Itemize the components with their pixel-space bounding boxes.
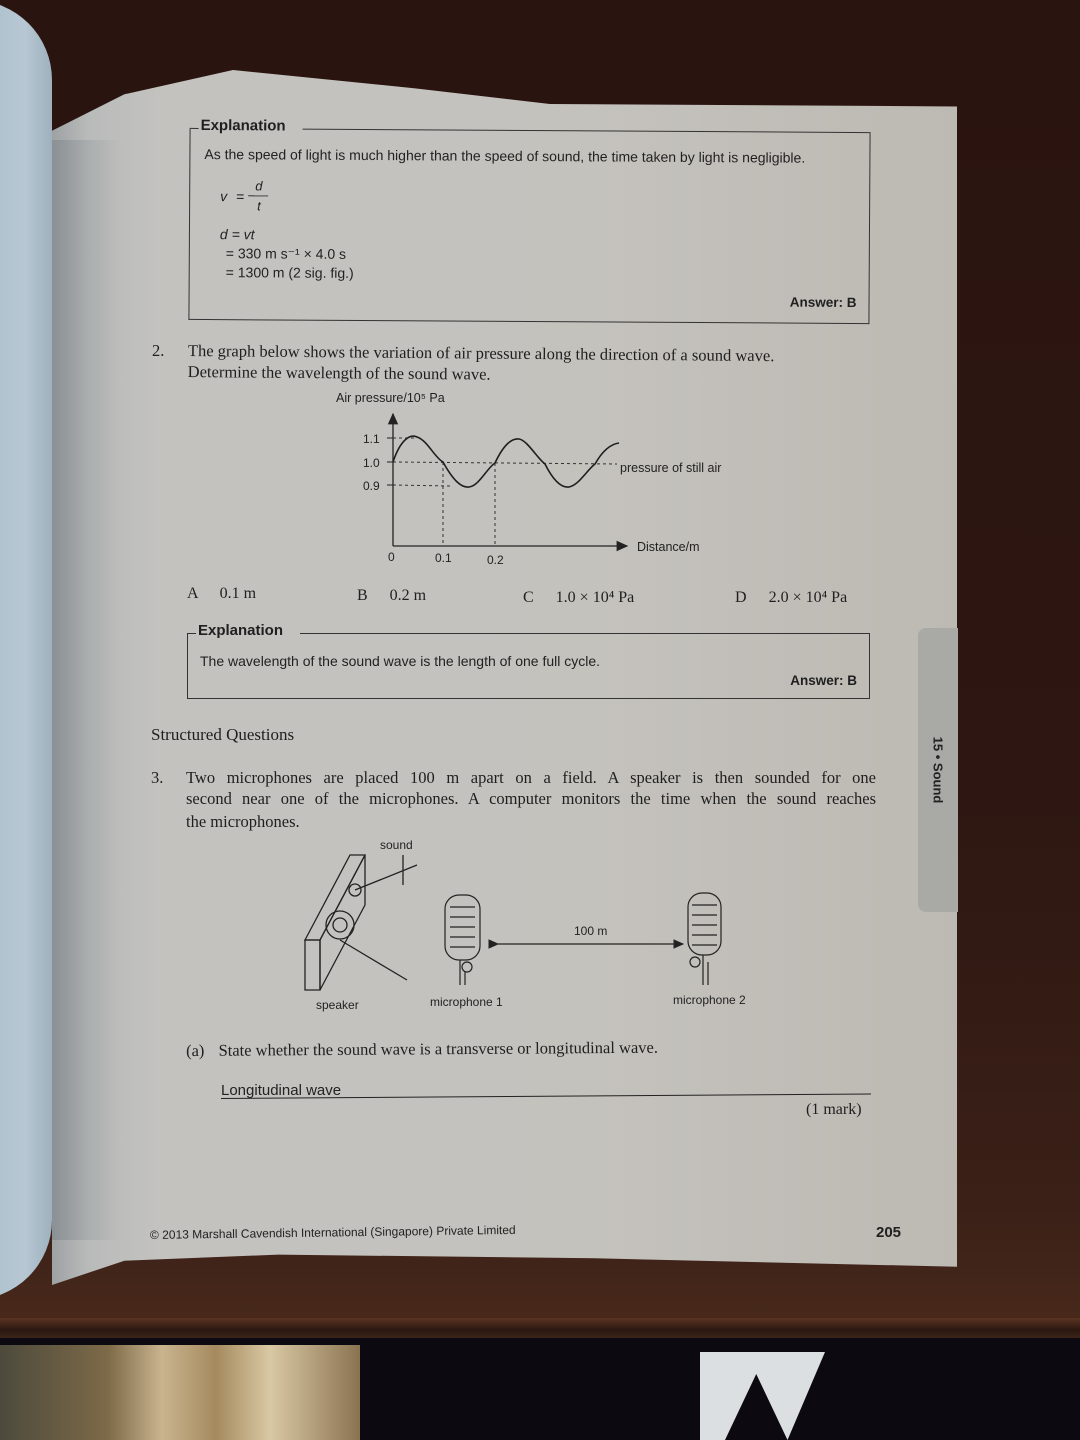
explanation-title: Explanation (198, 622, 284, 639)
sound-label: sound (380, 838, 413, 852)
question-text-line-2: second near one of the microphones. A computer monitors the time when the sound reaches (186, 789, 876, 808)
microphone-1-icon (445, 895, 480, 985)
explanation-box-1 (188, 116, 870, 324)
option-letter: C (523, 589, 534, 606)
option-c (523, 589, 634, 607)
formula-denominator: t (257, 198, 261, 214)
question-text-line-1: The graph below shows the variation of air pressure along the direction of a sound wave. (187, 340, 775, 366)
y-tick-1-1: 1.1 (363, 432, 380, 446)
option-a (187, 585, 256, 603)
copyright-footer: © 2013 Marshall Cavendish International (Singapore) Private Limited (149, 1222, 516, 1242)
option-letter: A (187, 585, 198, 602)
formula-numerator: d (255, 178, 263, 194)
formula-line-2: = 330 m s⁻¹ × 4.0 s (225, 245, 347, 262)
question-text (188, 340, 775, 387)
distance-label: 100 m (574, 924, 608, 938)
x-tick-0-2: 0.2 (487, 553, 504, 567)
option-letter: B (357, 587, 368, 604)
option-letter: D (735, 589, 747, 606)
question-text-line-2: Determine the wavelength of the sound wave. (187, 361, 491, 384)
speaker-icon (305, 855, 417, 990)
formula-v: v (220, 188, 228, 205)
sound-wave-curve (393, 436, 619, 487)
microphone-2-label: microphone 2 (673, 993, 746, 1007)
explanation-title: Explanation (200, 116, 286, 135)
speaker-label: speaker (316, 998, 359, 1012)
part-a-question (186, 1037, 658, 1061)
microphone-diagram (295, 845, 775, 995)
option-value: 1.0 × 10⁴ Pa (555, 589, 635, 606)
still-air-annotation: pressure of still air (620, 461, 722, 475)
x-axis-label: Distance/m (637, 540, 700, 554)
answer-label: Answer: B (790, 673, 857, 688)
page-number: 205 (876, 1224, 902, 1241)
x-tick-0-1: 0.1 (435, 551, 452, 565)
option-d (735, 589, 847, 607)
chapter-tab-label: 15 • Sound (930, 736, 946, 804)
option-value: 2.0 × 10⁴ Pa (768, 589, 848, 606)
answer-label: Answer: B (789, 294, 857, 310)
question-number: 3. (151, 768, 164, 787)
microphone-1-label: microphone 1 (430, 995, 503, 1009)
explanation-text: As the speed of light is much higher than the speed of sound, the time taken by light is negligible. (204, 146, 806, 166)
question-text-line-3: the microphones. (186, 812, 300, 831)
still-air-line (393, 462, 617, 464)
option-value: 0.1 m (219, 585, 257, 602)
formula-line-3: = 1300 m (2 sig. fig.) (225, 264, 354, 281)
microphone-2-icon (688, 893, 721, 985)
explanation-box-2 (187, 622, 870, 699)
y-tick-0-9: 0.9 (363, 479, 380, 493)
explanation-text: The wavelength of the sound wave is the length of one full cycle. (200, 653, 601, 669)
section-heading: Structured Questions (151, 725, 295, 744)
fraction-bar (248, 195, 268, 196)
option-value: 0.2 m (389, 587, 427, 604)
x-tick-0: 0 (388, 550, 395, 564)
question-text (186, 767, 876, 809)
answer-text: Longitudinal wave (221, 1082, 342, 1099)
option-b (357, 587, 426, 605)
question-text-line-1: Two microphones are placed 100 m apart on a field. A speaker is then sounded for one (186, 768, 876, 787)
formula-line-1: d = vt (219, 226, 255, 243)
y-tick-1-0: 1.0 (363, 456, 380, 470)
part-a-label: (a) (186, 1040, 205, 1060)
marks-label: (1 mark) (806, 1101, 862, 1118)
question-number: 2. (152, 341, 165, 360)
y-axis-label: Air pressure/10⁵ Pa (336, 391, 445, 405)
part-a-text: State whether the sound wave is a transverse or longitudinal wave. (218, 1037, 659, 1060)
formula-equals: = (236, 188, 245, 205)
